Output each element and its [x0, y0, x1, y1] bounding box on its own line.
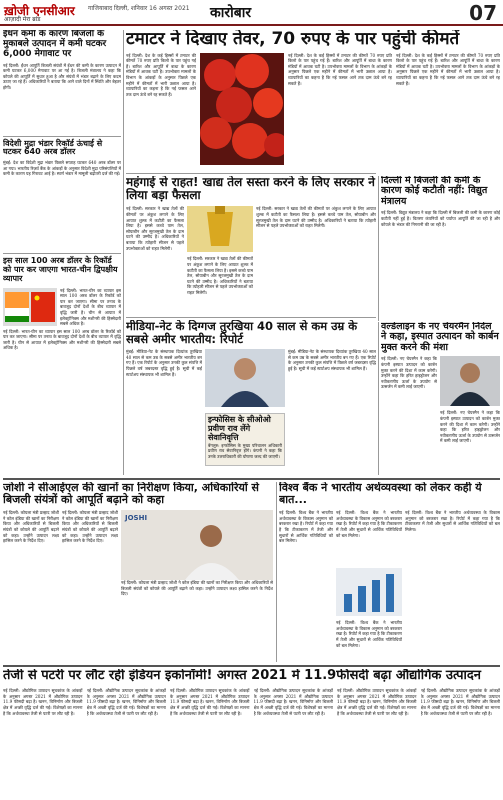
- story-body: नई दिल्ली: औद्योगिक उत्पादन सूचकांक के आंकड़ों के अनुसार अगस्त 2021 में औद्योगिक उत्पादन 11.9 फीसदी बढ़ा है। खनन, विनिर्माण और बिजली क्षेत्र में अच्छी वृद्धि दर्ज की गई। विशेषज्ञों का मानना है कि अर्थव्यवस्था तेजी से पटरी पर लौट रही है।: [337, 688, 417, 716]
- story-body: नई दिल्ली: विश्व बैंक ने भारतीय अर्थव्यवस्था के विकास अनुमान को बरकरार रखा है। रिपोर्ट में कहा गया है कि टीकाकरण में तेजी और सुधारों से आर्थिक गतिविधियों को बल मिलेगा।: [336, 620, 402, 648]
- story-body: नई दिल्ली: सरकार ने खाद्य तेलों की कीमतों पर अंकुश लगाने के लिए आयात शुल्क में कटौती का फैसला लिया है। इससे कच्चे पाम तेल, सोयाबीन और सूरजमुखी तेल के दाम घटने की उम्मीद है। अधिकारियों ने बताया कि त्योहारी सीजन से पहले उपभोक्ताओं को राहत मिलेगी।: [187, 256, 253, 295]
- oil-story: [126, 176, 376, 314]
- column-divider: [123, 30, 124, 475]
- divider: [3, 478, 500, 480]
- story-headline: ईंधन कमी के कारण बिजली के मुकाबले उत्पादन में कमी घटकर 6,000 मेगावाट पर: [3, 30, 107, 59]
- bottom-story: [3, 669, 500, 797]
- joshi-photo: [121, 510, 273, 580]
- story-body: नई दिल्ली: कोयला मंत्री प्रल्हाद जोशी ने कोल इंडिया की खानों का निरीक्षण किया और अधिकारियों से बिजली संयंत्रों को कोयले की आपूर्ति बढ़ाने को कहा। उन्होंने उत्पादन लक्ष्य हासिल करने के निर्देश दिए।: [62, 510, 118, 544]
- column-divider: [378, 176, 379, 321]
- left-column: [3, 30, 121, 475]
- worldline-headline: वर्ल्डलाइन के नए चेयरमैन निदेल ने कहा, इस्पात उत्पादन को कार्बन मुक्त करने की मंशा: [381, 322, 499, 353]
- infosys-headline: इन्फोसिस के सीओओ प्रवीण राव लेंगे सेवानिवृत्ति: [208, 415, 271, 442]
- joshi-story: [3, 482, 273, 662]
- media-story: [126, 320, 376, 475]
- story-body: नई दिल्ली: देश के कई हिस्सों में टमाटर की कीमतें 70 रुपए प्रति किलो के पार पहुंच गई हैं। बारिश और आपूर्ति में बाधा के कारण मंडियों में आवक घटी है। उपभोक्ता मामलों के विभाग के आंकड़ों के अनुसार पिछले एक महीने में कीमतों में भारी उछाल आया है। व्यापारियों का कहना है कि नई फसल आने तक दाम ऊंचे बने रह सकते हैं।: [396, 52, 500, 86]
- flag-photo: [3, 288, 57, 326]
- story-body: नई दिल्ली: ईंधन आपूर्ति बिजली संयंत्रों में ईंधन की कमी के कारण उत्पादन में कमी घटकर 6,000 मेगावाट पर आ गई है। बिजली मंत्रालय ने कहा कि कोयले की आपूर्ति में सुधार हुआ है और संयंत्रों में भंडार बढ़ाने के लिए कदम उठाए जा रहे हैं। अधिकारियों ने बताया कि आने वाले दिनों में स्थिति और बेहतर होगी।: [3, 62, 121, 91]
- story-body: नई दिल्ली: कोयला मंत्री प्रल्हाद जोशी ने कोल इंडिया की खानों का निरीक्षण किया और अधिकारियों से बिजली संयंत्रों को कोयले की आपूर्ति बढ़ाने को कहा। उन्होंने उत्पादन लक्ष्य हासिल करने के निर्देश दिए।: [121, 580, 273, 597]
- story-body: नई दिल्ली: भारत-चीन का व्यापार इस साल 100 अरब डॉलर के रिकॉर्ड को पार कर जाएगा। सीमा पर तनाव के बावजूद दोनों देशों के बीच व्यापार में वृद्धि जारी है। चीन से आयात में इलेक्ट्रॉनिक्स और मशीनरी की हिस्सेदारी सबसे अधिक है।: [60, 287, 121, 326]
- brand-subtitle: आज़ादी मेरा ब्रांड: [4, 16, 41, 23]
- worldbank-story: [279, 482, 500, 662]
- power-story-headline: दिल्ली में बिजली की कमी के कारण कोई कटौती नहीं: विद्युत मंत्रालय: [381, 176, 488, 207]
- issue-date: गाजियाबाद दिल्ली, शनिवार 16 अगस्त 2021: [88, 5, 190, 12]
- story-body: नई दिल्ली: औद्योगिक उत्पादन सूचकांक के आंकड़ों के अनुसार अगस्त 2021 में औद्योगिक उत्पादन 11.9 फीसदी बढ़ा है। खनन, विनिर्माण और बिजली क्षेत्र में अच्छी वृद्धि दर्ज की गई। विशेषज्ञों का मानना है कि अर्थव्यवस्था तेजी से पटरी पर लौट रही है।: [253, 688, 333, 716]
- person-photo: [440, 356, 500, 406]
- column-divider: [378, 322, 379, 475]
- story-body: नई दिल्ली: औद्योगिक उत्पादन सूचकांक के आंकड़ों के अनुसार अगस्त 2021 में औद्योगिक उत्पादन 11.9 फीसदी बढ़ा है। खनन, विनिर्माण और बिजली क्षेत्र में अच्छी वृद्धि दर्ज की गई। विशेषज्ञों का मानना है कि अर्थव्यवस्था तेजी से पटरी पर लौट रही है।: [170, 688, 250, 716]
- joshi-headline: जोशी ने सीआईएल की खानों का निरीक्षण किया, अधिकारियों से बिजली संयंत्रों को आपूर्ति बढ़ाने को कहा: [3, 482, 259, 507]
- wb-headline: विश्व बैंक ने भारतीय अर्थव्यवस्था को लेकर कही ये बात...: [279, 482, 482, 507]
- person-photo: [205, 349, 285, 407]
- story-body: मुंबई: देश का विदेशी मुद्रा भंडार पिछले सप्ताह घटकर 640 अरब डॉलर पर आ गया। भारतीय रिज़र्व बैंक के आंकड़ों के अनुसार विदेशी मुद्रा परिसंपत्तियों में कमी के कारण यह गिरावट आई है। स्वर्ण भंडार में मामूली बढ़ोतरी दर्ज की गई।: [3, 160, 121, 177]
- bottom-headline: तेजी से पटरी पर लौट रही इंडियन इकोनॉमी! अगस्त 2021 में 11.9फीसदी बढ़ा औद्योगिक उत्पादन: [3, 669, 482, 683]
- divider: [126, 173, 376, 174]
- top-story-headline: टमाटर ने दिखाए तेवर, 70 रुपए के पार पहुंची कीमतें: [126, 30, 460, 49]
- story-body: नई दिल्ली: विश्व बैंक ने भारतीय अर्थव्यवस्था के विकास अनुमान को बरकरार रखा है। रिपोर्ट में कहा गया है कि टीकाकरण में तेजी और सुधारों से आर्थिक गतिविधियों को बल मिलेगा।: [336, 510, 402, 538]
- story-body: नई दिल्ली: देश के कई हिस्सों में टमाटर की कीमतें 70 रुपए प्रति किलो के पार पहुंच गई हैं। बारिश और आपूर्ति में बाधा के कारण मंडियों में आवक घटी है। उपभोक्ता मामलों के विभाग के आंकड़ों के अनुसार पिछले एक महीने में कीमतों में भारी उछाल आया है। व्यापारियों का कहना है कि नई फसल आने तक दाम ऊंचे बने रह सकते हैं।: [126, 52, 196, 97]
- story-body: नई दिल्ली: देश के कई हिस्सों में टमाटर की कीमतें 70 रुपए प्रति किलो के पार पहुंच गई हैं। बारिश और आपूर्ति में बाधा के कारण मंडियों में आवक घटी है। उपभोक्ता मामलों के विभाग के आंकड़ों के अनुसार पिछले एक महीने में कीमतों में भारी उछाल आया है। व्यापारियों का कहना है कि नई फसल आने तक दाम ऊंचे बने रह सकते हैं।: [288, 52, 392, 86]
- story-body: नई दिल्ली: विश्व बैंक ने भारतीय अर्थव्यवस्था के विकास अनुमान को बरकरार रखा है। रिपोर्ट में कहा गया है कि टीकाकरण में तेजी और सुधारों से आर्थिक गतिविधियों को बल मिलेगा।: [279, 510, 333, 544]
- story-headline: विदेशी मुद्रा भंडार रिकॉर्ड ऊंचाई से घटकर 640 अरब डॉलर: [3, 138, 103, 157]
- divider: [3, 665, 500, 667]
- media-story-headline: मीडिया-नेट के दिग्गज तुरखिया 40 साल से कम उम्र के सबसे अमीर भारतीय: रिपोर्ट: [126, 320, 358, 346]
- story-body: नई दिल्ली: औद्योगिक उत्पादन सूचकांक के आंकड़ों के अनुसार अगस्त 2021 में औद्योगिक उत्पादन 11.9 फीसदी बढ़ा है। खनन, विनिर्माण और बिजली क्षेत्र में अच्छी वृद्धि दर्ज की गई। विशेषज्ञों का मानना है कि अर्थव्यवस्था तेजी से पटरी पर लौट रही है।: [86, 688, 166, 716]
- story-body: नई दिल्ली: औद्योगिक उत्पादन सूचकांक के आंकड़ों के अनुसार अगस्त 2021 में औद्योगिक उत्पादन 11.9 फीसदी बढ़ा है। खनन, विनिर्माण और बिजली क्षेत्र में अच्छी वृद्धि दर्ज की गई। विशेषज्ञों का मानना है कि अर्थव्यवस्था तेजी से पटरी पर लौट रही है।: [420, 688, 500, 716]
- divider: [126, 317, 376, 318]
- top-story: [126, 30, 500, 170]
- story-body: नई दिल्ली: विश्व बैंक ने भारतीय अर्थव्यवस्था के विकास अनुमान को बरकरार रखा है। रिपोर्ट में कहा गया है कि टीकाकरण में तेजी और सुधारों से आर्थिक गतिविधियों को बल मिलेगा।: [405, 510, 500, 532]
- story-body: नई दिल्ली: नए चेयरमैन ने कहा कि कंपनी इस्पात उत्पादन को कार्बन मुक्त करने की दिशा में काम करेगी। उन्होंने कहा कि हरित हाइड्रोजन और नवीकरणीय ऊर्जा के उपयोग से उत्सर्जन में कमी लाई जाएगी।: [440, 410, 500, 444]
- story-body: मुंबई: मीडिया-नेट के संस्थापक दिव्यांक तुरखिया 40 साल से कम उम्र के सबसे अमीर भारतीय बन गए हैं। एक रिपोर्ट के अनुसार उनकी कुल संपत्ति में पिछले वर्ष जबरदस्त वृद्धि हुई है। सूची में कई स्टार्टअप संस्थापक भी शामिल हैं।: [288, 349, 376, 372]
- masthead: [0, 0, 503, 26]
- story-body: नई दिल्ली: सरकार ने खाद्य तेलों की कीमतों पर अंकुश लगाने के लिए आयात शुल्क में कटौती का फैसला लिया है। इससे कच्चे पाम तेल, सोयाबीन और सूरजमुखी तेल के दाम घटने की उम्मीद है। अधिकारियों ने बताया कि त्योहारी सीजन से पहले उपभोक्ताओं को राहत मिलेगी।: [256, 206, 376, 229]
- oil-story-headline: महंगाई से राहत! खाद्य तेल सस्ता करने के लिए सरकार ने लिया बड़ा फैसला: [126, 176, 375, 203]
- chart-photo: [336, 568, 402, 616]
- column-divider: [276, 482, 277, 662]
- photo-banner-text: JOSHI: [125, 514, 148, 523]
- power-story: [381, 176, 500, 321]
- story-headline: इस साल 100 अरब डॉलर के रिकॉर्ड को पार कर जाएगा भारत-चीन द्विपक्षीय व्यापार: [3, 256, 118, 283]
- story-body: नई दिल्ली: नए चेयरमैन ने कहा कि कंपनी इस्पात उत्पादन को कार्बन मुक्त करने की दिशा में काम करेगी। उन्होंने कहा कि हरित हाइड्रोजन और नवीकरणीय ऊर्जा के उपयोग से उत्सर्जन में कमी लाई जाएगी।: [381, 356, 437, 390]
- brand-logo: ख़ोजी एनसीआर: [4, 4, 75, 18]
- tomato-photo: [200, 53, 284, 165]
- story-body: नई दिल्ली: औद्योगिक उत्पादन सूचकांक के आंकड़ों के अनुसार अगस्त 2021 में औद्योगिक उत्पादन 11.9 फीसदी बढ़ा है। खनन, विनिर्माण और बिजली क्षेत्र में अच्छी वृद्धि दर्ज की गई। विशेषज्ञों का मानना है कि अर्थव्यवस्था तेजी से पटरी पर लौट रही है।: [3, 688, 83, 716]
- worldline-story: [381, 322, 500, 475]
- infosys-box: [205, 413, 285, 465]
- story-body: बेंगलुरु: इन्फोसिस के मुख्य परिचालन अधिकारी प्रवीण राव सेवानिवृत्त होंगे। कंपनी ने कहा कि उनके उत्तराधिकारी की घोषणा जल्द की जाएगी।: [208, 442, 282, 459]
- page-number: 07: [469, 1, 497, 25]
- story-body: नई दिल्ली: सरकार ने खाद्य तेलों की कीमतों पर अंकुश लगाने के लिए आयात शुल्क में कटौती का फैसला लिया है। इससे कच्चे पाम तेल, सोयाबीन और सूरजमुखी तेल के दाम घटने की उम्मीद है। अधिकारियों ने बताया कि त्योहारी सीजन से पहले उपभोक्ताओं को राहत मिलेगी।: [126, 206, 184, 251]
- story-body: नई दिल्ली: भारत-चीन का व्यापार इस साल 100 अरब डॉलर के रिकॉर्ड को पार कर जाएगा। सीमा पर तनाव के बावजूद दोनों देशों के बीच व्यापार में वृद्धि जारी है। चीन से आयात में इलेक्ट्रॉनिक्स और मशीनरी की हिस्सेदारी सबसे अधिक है।: [3, 328, 121, 351]
- oil-photo: [187, 206, 253, 252]
- story-body: नई दिल्ली: कोयला मंत्री प्रल्हाद जोशी ने कोल इंडिया की खानों का निरीक्षण किया और अधिकारियों से बिजली संयंत्रों को कोयले की आपूर्ति बढ़ाने को कहा। उन्होंने उत्पादन लक्ष्य हासिल करने के निर्देश दिए।: [3, 510, 59, 544]
- story-body: नई दिल्ली: विद्युत मंत्रालय ने कहा कि दिल्ली में बिजली की कमी के कारण कोई कटौती नहीं हुई है। वितरण कंपनियों को पर्याप्त आपूर्ति की जा रही है और कोयले के भंडार की निगरानी की जा रही है।: [381, 210, 500, 227]
- section-title: कारोबार: [210, 5, 252, 21]
- story-body: मुंबई: मीडिया-नेट के संस्थापक दिव्यांक तुरखिया 40 साल से कम उम्र के सबसे अमीर भारतीय बन गए हैं। एक रिपोर्ट के अनुसार उनकी कुल संपत्ति में पिछले वर्ष जबरदस्त वृद्धि हुई है। सूची में कई स्टार्टअप संस्थापक भी शामिल हैं।: [126, 349, 202, 377]
